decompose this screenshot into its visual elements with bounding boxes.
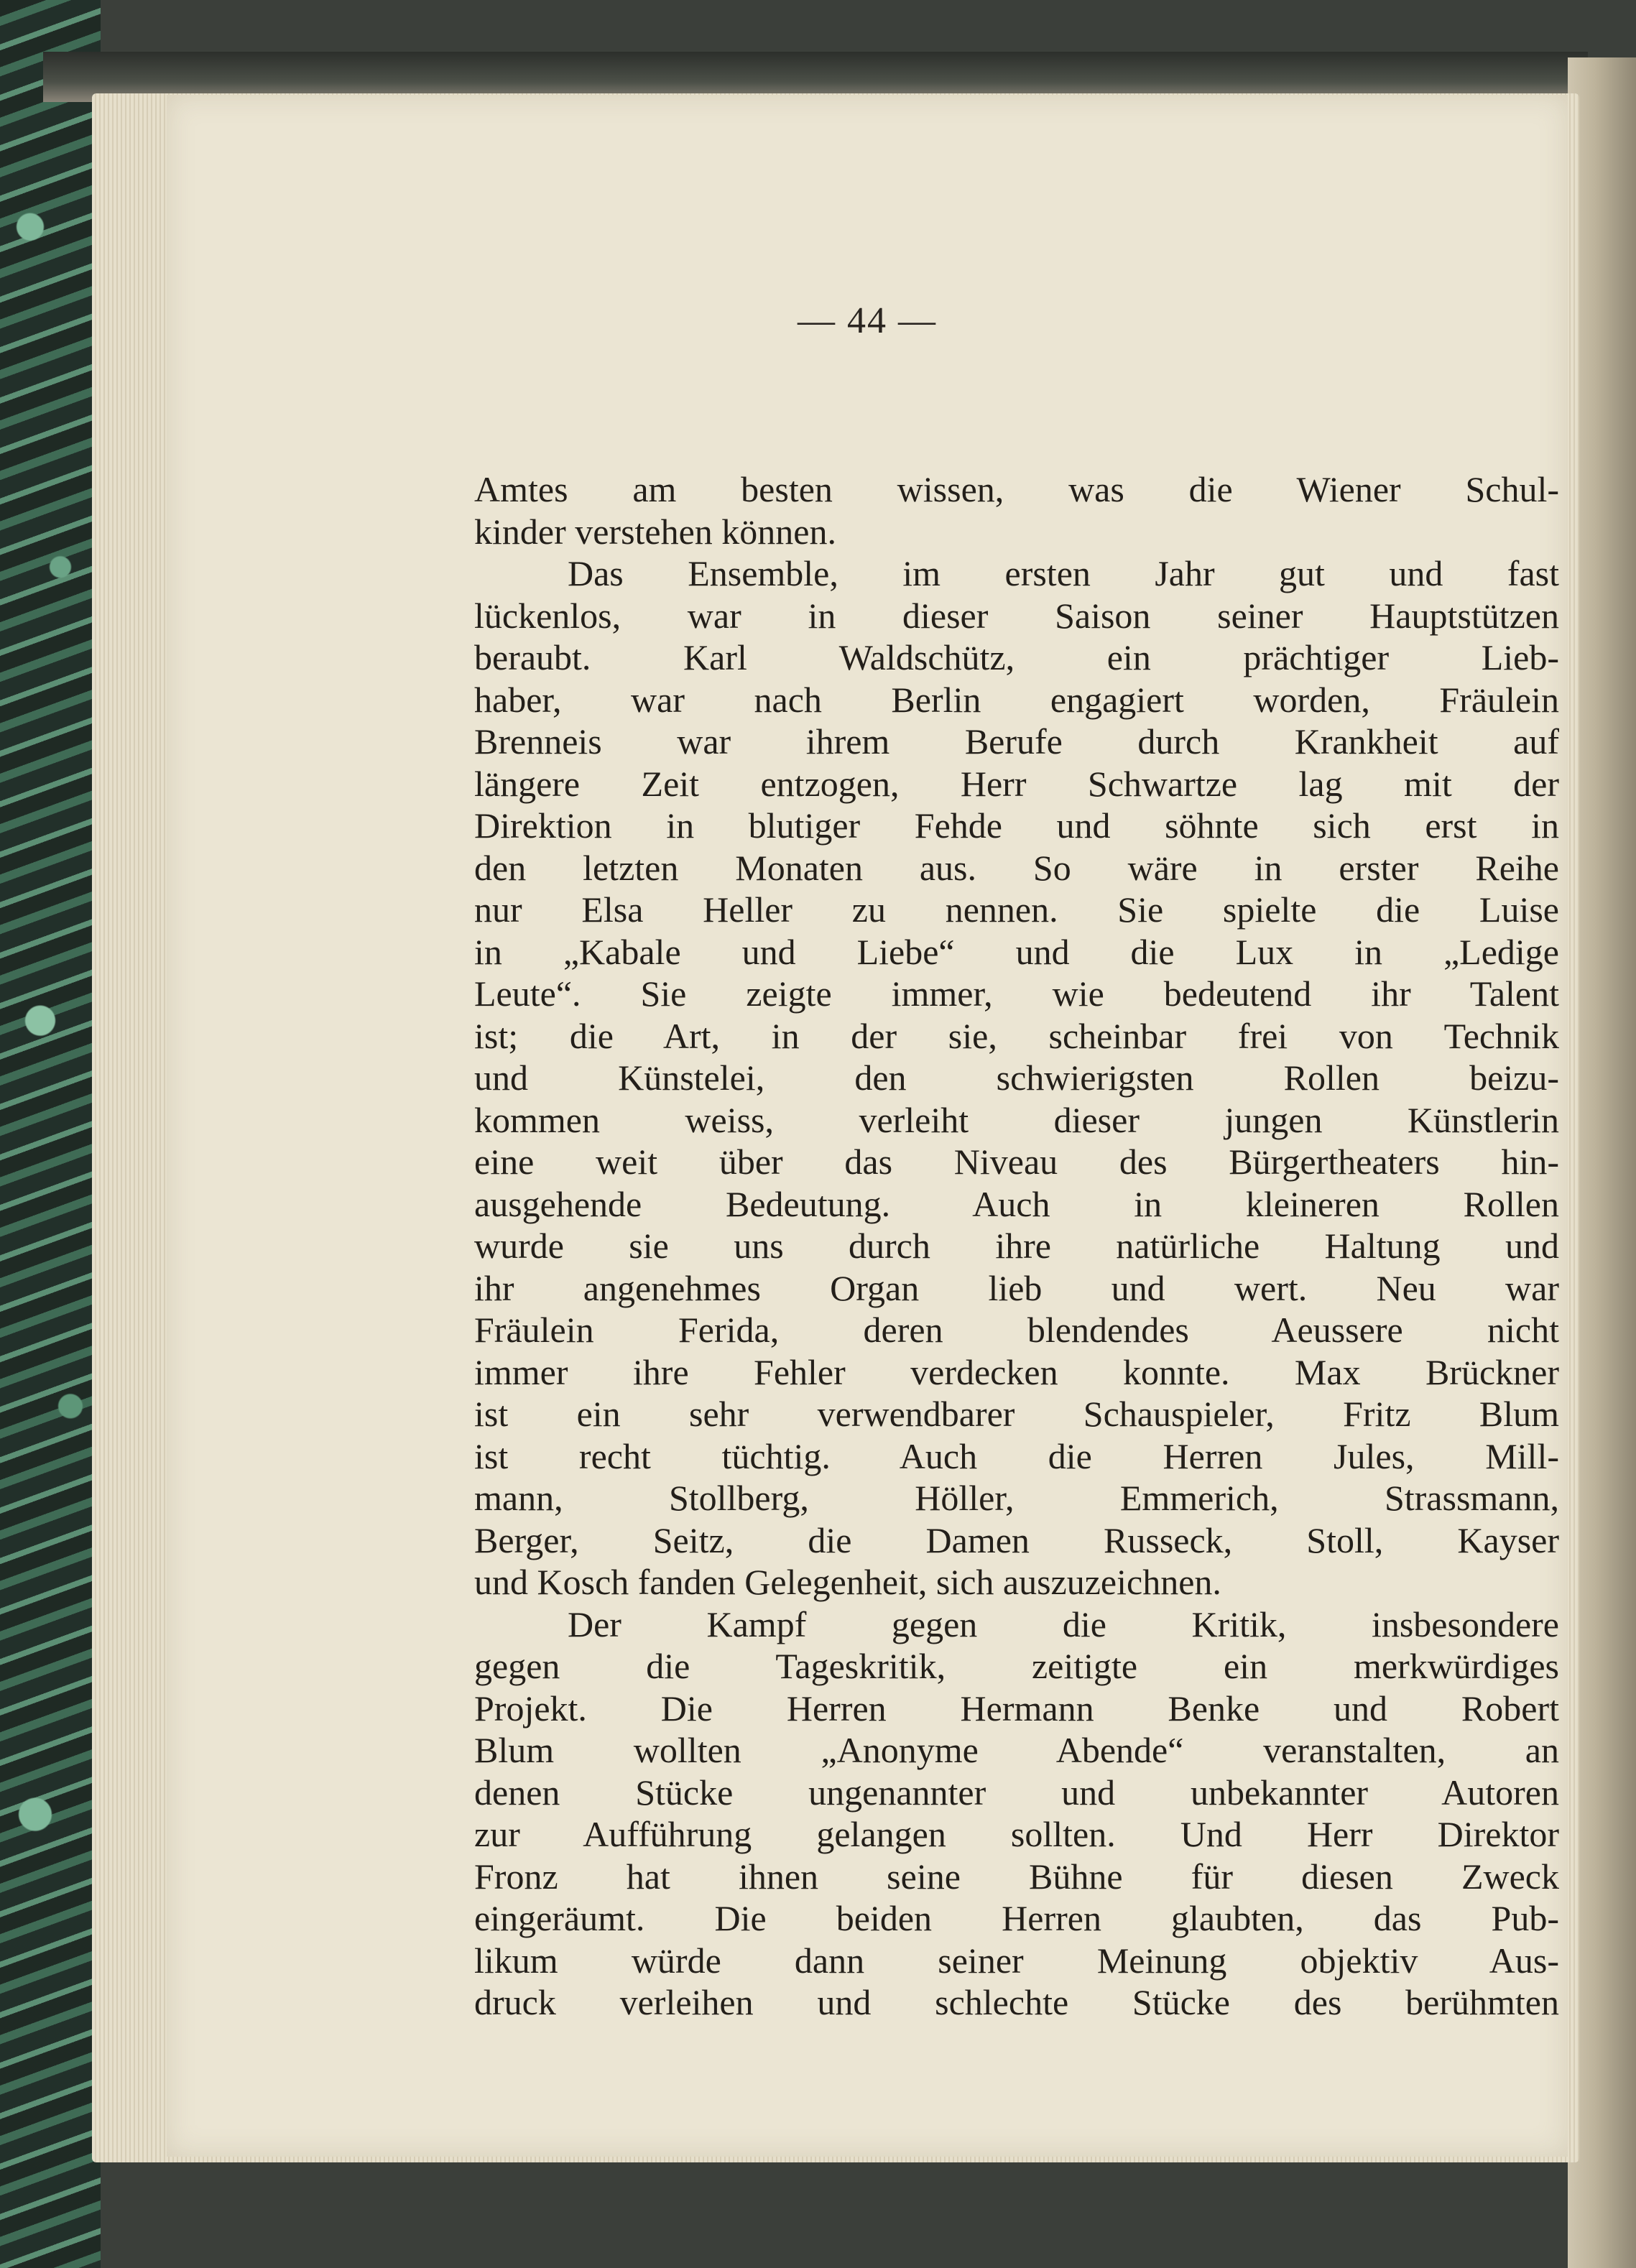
text-line: haber, war nach Berlin engagiert worden, Fräulein xyxy=(474,679,1559,720)
text-line: Berger, Seitz, die Damen Russeck, Stoll, Kayser xyxy=(474,1519,1559,1560)
text-line: eingeräumt. Die beiden Herren glaubten, das Pub- xyxy=(474,1898,1559,1938)
text-line: den letzten Monaten aus. So wäre in erster Reihe xyxy=(474,847,1559,888)
text-line: immer ihre Fehler verdecken konnte. Max Brückner xyxy=(474,1351,1559,1392)
text-line: Blum wollten „Anonyme Abende“ veranstalten, an xyxy=(474,1730,1559,1770)
page-number: — 44 — xyxy=(798,300,937,341)
body-text xyxy=(474,468,1559,2024)
text-line: und Kosch fanden Gelegenheit, sich auszuzeichnen. xyxy=(474,1562,1221,1602)
text-line: nur Elsa Heller zu nennen. Sie spielte die Luise xyxy=(474,889,1559,930)
marbled-binding xyxy=(0,0,101,2268)
text-line: und Künstelei, den schwierigsten Rollen beizu- xyxy=(474,1057,1559,1098)
text-line: mann, Stollberg, Höller, Emmerich, Strassmann, xyxy=(474,1478,1559,1518)
text-line: ausgehende Bedeutung. Auch in kleineren Rollen xyxy=(474,1183,1559,1224)
text-line: Direktion in blutiger Fehde und söhnte sich erst in xyxy=(474,805,1559,846)
text-line: Amtes am besten wissen, was die Wiener Schul- xyxy=(474,469,1559,509)
book-page xyxy=(167,95,1568,2157)
text-line: kommen weiss, verleiht dieser jungen Künstlerin xyxy=(474,1099,1559,1140)
text-line: eine weit über das Niveau des Bürgertheaters hin- xyxy=(474,1142,1559,1182)
text-line: likum würde dann seiner Meinung objektiv Aus- xyxy=(474,1940,1559,1981)
text-line: ist ein sehr verwendbarer Schauspieler, Fritz Blum xyxy=(474,1394,1559,1434)
text-line: ist recht tüchtig. Auch die Herren Jules, Mill- xyxy=(474,1435,1559,1476)
text-line: wurde sie uns durch ihre natürliche Haltung und xyxy=(474,1226,1559,1266)
text-line: gegen die Tageskritik, zeitigte ein merkwürdiges xyxy=(474,1646,1559,1686)
text-line: Leute“. Sie zeigte immer, wie bedeutend ihr Talent xyxy=(474,973,1559,1014)
text-line: beraubt. Karl Waldschütz, ein prächtiger Lieb- xyxy=(474,637,1559,677)
text-line: in „Kabale und Liebe“ und die Lux in „Ledige xyxy=(474,931,1559,972)
text-line: Projekt. Die Herren Hermann Benke und Robert xyxy=(474,1688,1559,1728)
text-line: Fronz hat ihnen seine Bühne für diesen Zweck xyxy=(474,1856,1559,1897)
text-line: Fräulein Ferida, deren blendendes Aeussere nicht xyxy=(474,1310,1559,1350)
text-line: kinder verstehen können. xyxy=(474,511,837,552)
text-line: lückenlos, war in dieser Saison seiner Hauptstützen xyxy=(474,595,1559,636)
text-line: druck verleihen und schlechte Stücke des berühmten xyxy=(474,1982,1559,2022)
text-line: Brenneis war ihrem Berufe durch Krankheit auf xyxy=(474,721,1559,762)
text-line: längere Zeit entzogen, Herr Schwartze lag mit der xyxy=(474,763,1559,804)
text-line: zur Aufführung gelangen sollten. Und Herr Direktor xyxy=(474,1814,1559,1854)
text-line: ist; die Art, in der sie, scheinbar frei von Technik xyxy=(474,1015,1559,1056)
text-line: ihr angenehmes Organ lieb und wert. Neu war xyxy=(474,1267,1559,1308)
text-line: Der Kampf gegen die Kritik, insbesondere xyxy=(568,1603,1559,1644)
text-line: Das Ensemble, im ersten Jahr gut und fast xyxy=(568,553,1559,593)
text-line: denen Stücke ungenannter und unbekannter Autoren xyxy=(474,1772,1559,1813)
